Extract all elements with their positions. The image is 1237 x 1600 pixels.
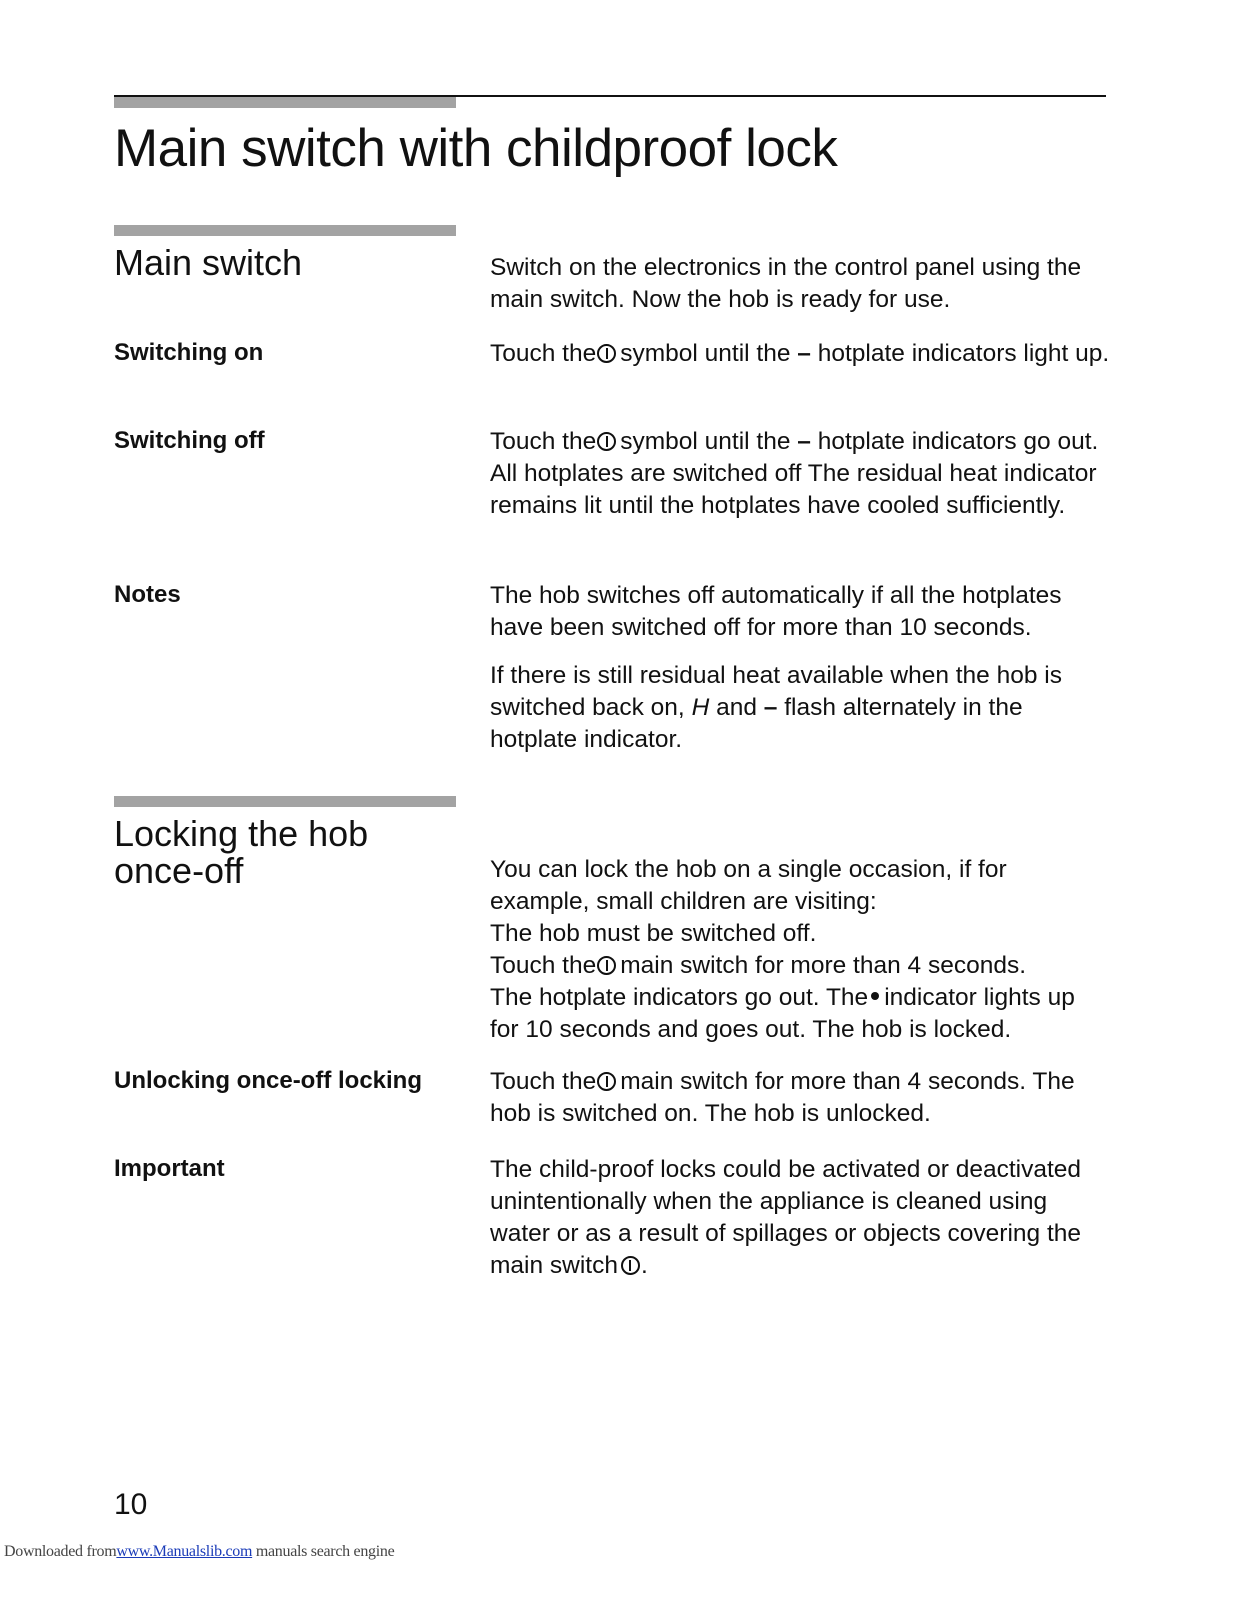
- power-symbol-icon: [597, 1072, 616, 1091]
- residual-heat-h-symbol: H: [691, 694, 710, 721]
- important-text: [490, 1154, 1110, 1282]
- notes-p2a: If there is still residual heat available when the hob is switched back on,: [490, 662, 1062, 721]
- switching-on-text: [490, 338, 1110, 370]
- switching-on-t1: Touch the: [490, 340, 597, 367]
- switching-off-text: [490, 426, 1110, 522]
- label-unlocking: Unlocking once-off locking: [114, 1067, 423, 1094]
- locking-p1: You can lock the hob on a single occasion, if for example, small children are visiting:: [490, 856, 1007, 915]
- section-heading-locking: Locking the hob once-off: [114, 813, 369, 891]
- switching-off-t2: symbol until the: [620, 428, 791, 455]
- power-symbol-icon: [597, 956, 616, 975]
- power-symbol-icon: [597, 344, 616, 363]
- label-switching-on: Switching on: [114, 339, 264, 366]
- important-t1: The child-proof locks could be activated or deactivated unintentionally when the appliance is cleaned using water or as a result of spillages or objects covering the main switch: [490, 1156, 1082, 1279]
- power-symbol-icon: [597, 432, 616, 451]
- locking-p3: [490, 950, 1110, 982]
- section-heading-main-switch: Main switch: [114, 242, 303, 283]
- power-symbol-icon: [621, 1256, 640, 1275]
- main-switch-intro: [490, 252, 1110, 316]
- locking-p4a: The hotplate indicators go out. The: [490, 984, 869, 1011]
- locking-text: [490, 854, 1110, 1046]
- switching-on-t4: hotplate indicators light up.: [817, 340, 1110, 367]
- locking-p4b: indicator lights up for 10 seconds and goes out. The hob is locked.: [490, 984, 1075, 1043]
- main-switch-intro-text: Switch on the electronics in the control panel using the main switch. Now the hob is ready for use.: [490, 254, 1082, 313]
- page-number: 10: [114, 1488, 148, 1521]
- manualslib-link[interactable]: www.Manualslib.com: [116, 1543, 253, 1560]
- footer-suffix: manuals search engine: [255, 1543, 395, 1560]
- download-footer: [4, 1543, 394, 1561]
- dash-indicator: –: [797, 340, 811, 367]
- page-title: Main switch with childproof lock: [114, 119, 838, 178]
- dash-indicator: –: [763, 694, 778, 721]
- dash-indicator: –: [797, 428, 811, 455]
- footer-prefix: Downloaded from: [4, 1543, 117, 1560]
- locking-p2: The hob must be switched off.: [490, 920, 817, 947]
- label-switching-off: Switching off: [114, 427, 265, 454]
- title-rule-line: [114, 95, 1106, 97]
- section-rule-locking: [114, 796, 456, 807]
- lock-indicator-dot-icon: [871, 992, 879, 1000]
- unlocking-t2: main switch for more than 4 seconds. The hob is switched on. The hob is unlocked.: [490, 1068, 1075, 1127]
- switching-off-t1: Touch the: [490, 428, 597, 455]
- locking-p3b: main switch for more than 4 seconds.: [620, 952, 1027, 979]
- notes-p1: The hob switches off automatically if all the hotplates have been switched off for more than 10 seconds.: [490, 582, 1062, 641]
- unlocking-t1: Touch the: [490, 1068, 597, 1095]
- important-t2: .: [640, 1252, 648, 1279]
- locking-p4: [490, 982, 1110, 1046]
- notes-p2e: flash alternately in the hotplate indicator.: [490, 694, 1023, 753]
- notes-p2: [490, 660, 1110, 756]
- unlocking-text: [490, 1066, 1110, 1130]
- switching-off-t4: hotplate indicators go out. All hotplates are switched off The residual heat indicator remains lit until the hotplates have cooled sufficiently.: [490, 428, 1099, 519]
- label-important: Important: [114, 1155, 225, 1182]
- switching-on-t2: symbol until the: [620, 340, 791, 367]
- notes-text: [490, 580, 1110, 756]
- section-rule-main-switch: [114, 225, 456, 236]
- locking-p3a: Touch the: [490, 952, 597, 979]
- notes-p2c: and: [716, 694, 757, 721]
- label-notes: Notes: [114, 581, 181, 608]
